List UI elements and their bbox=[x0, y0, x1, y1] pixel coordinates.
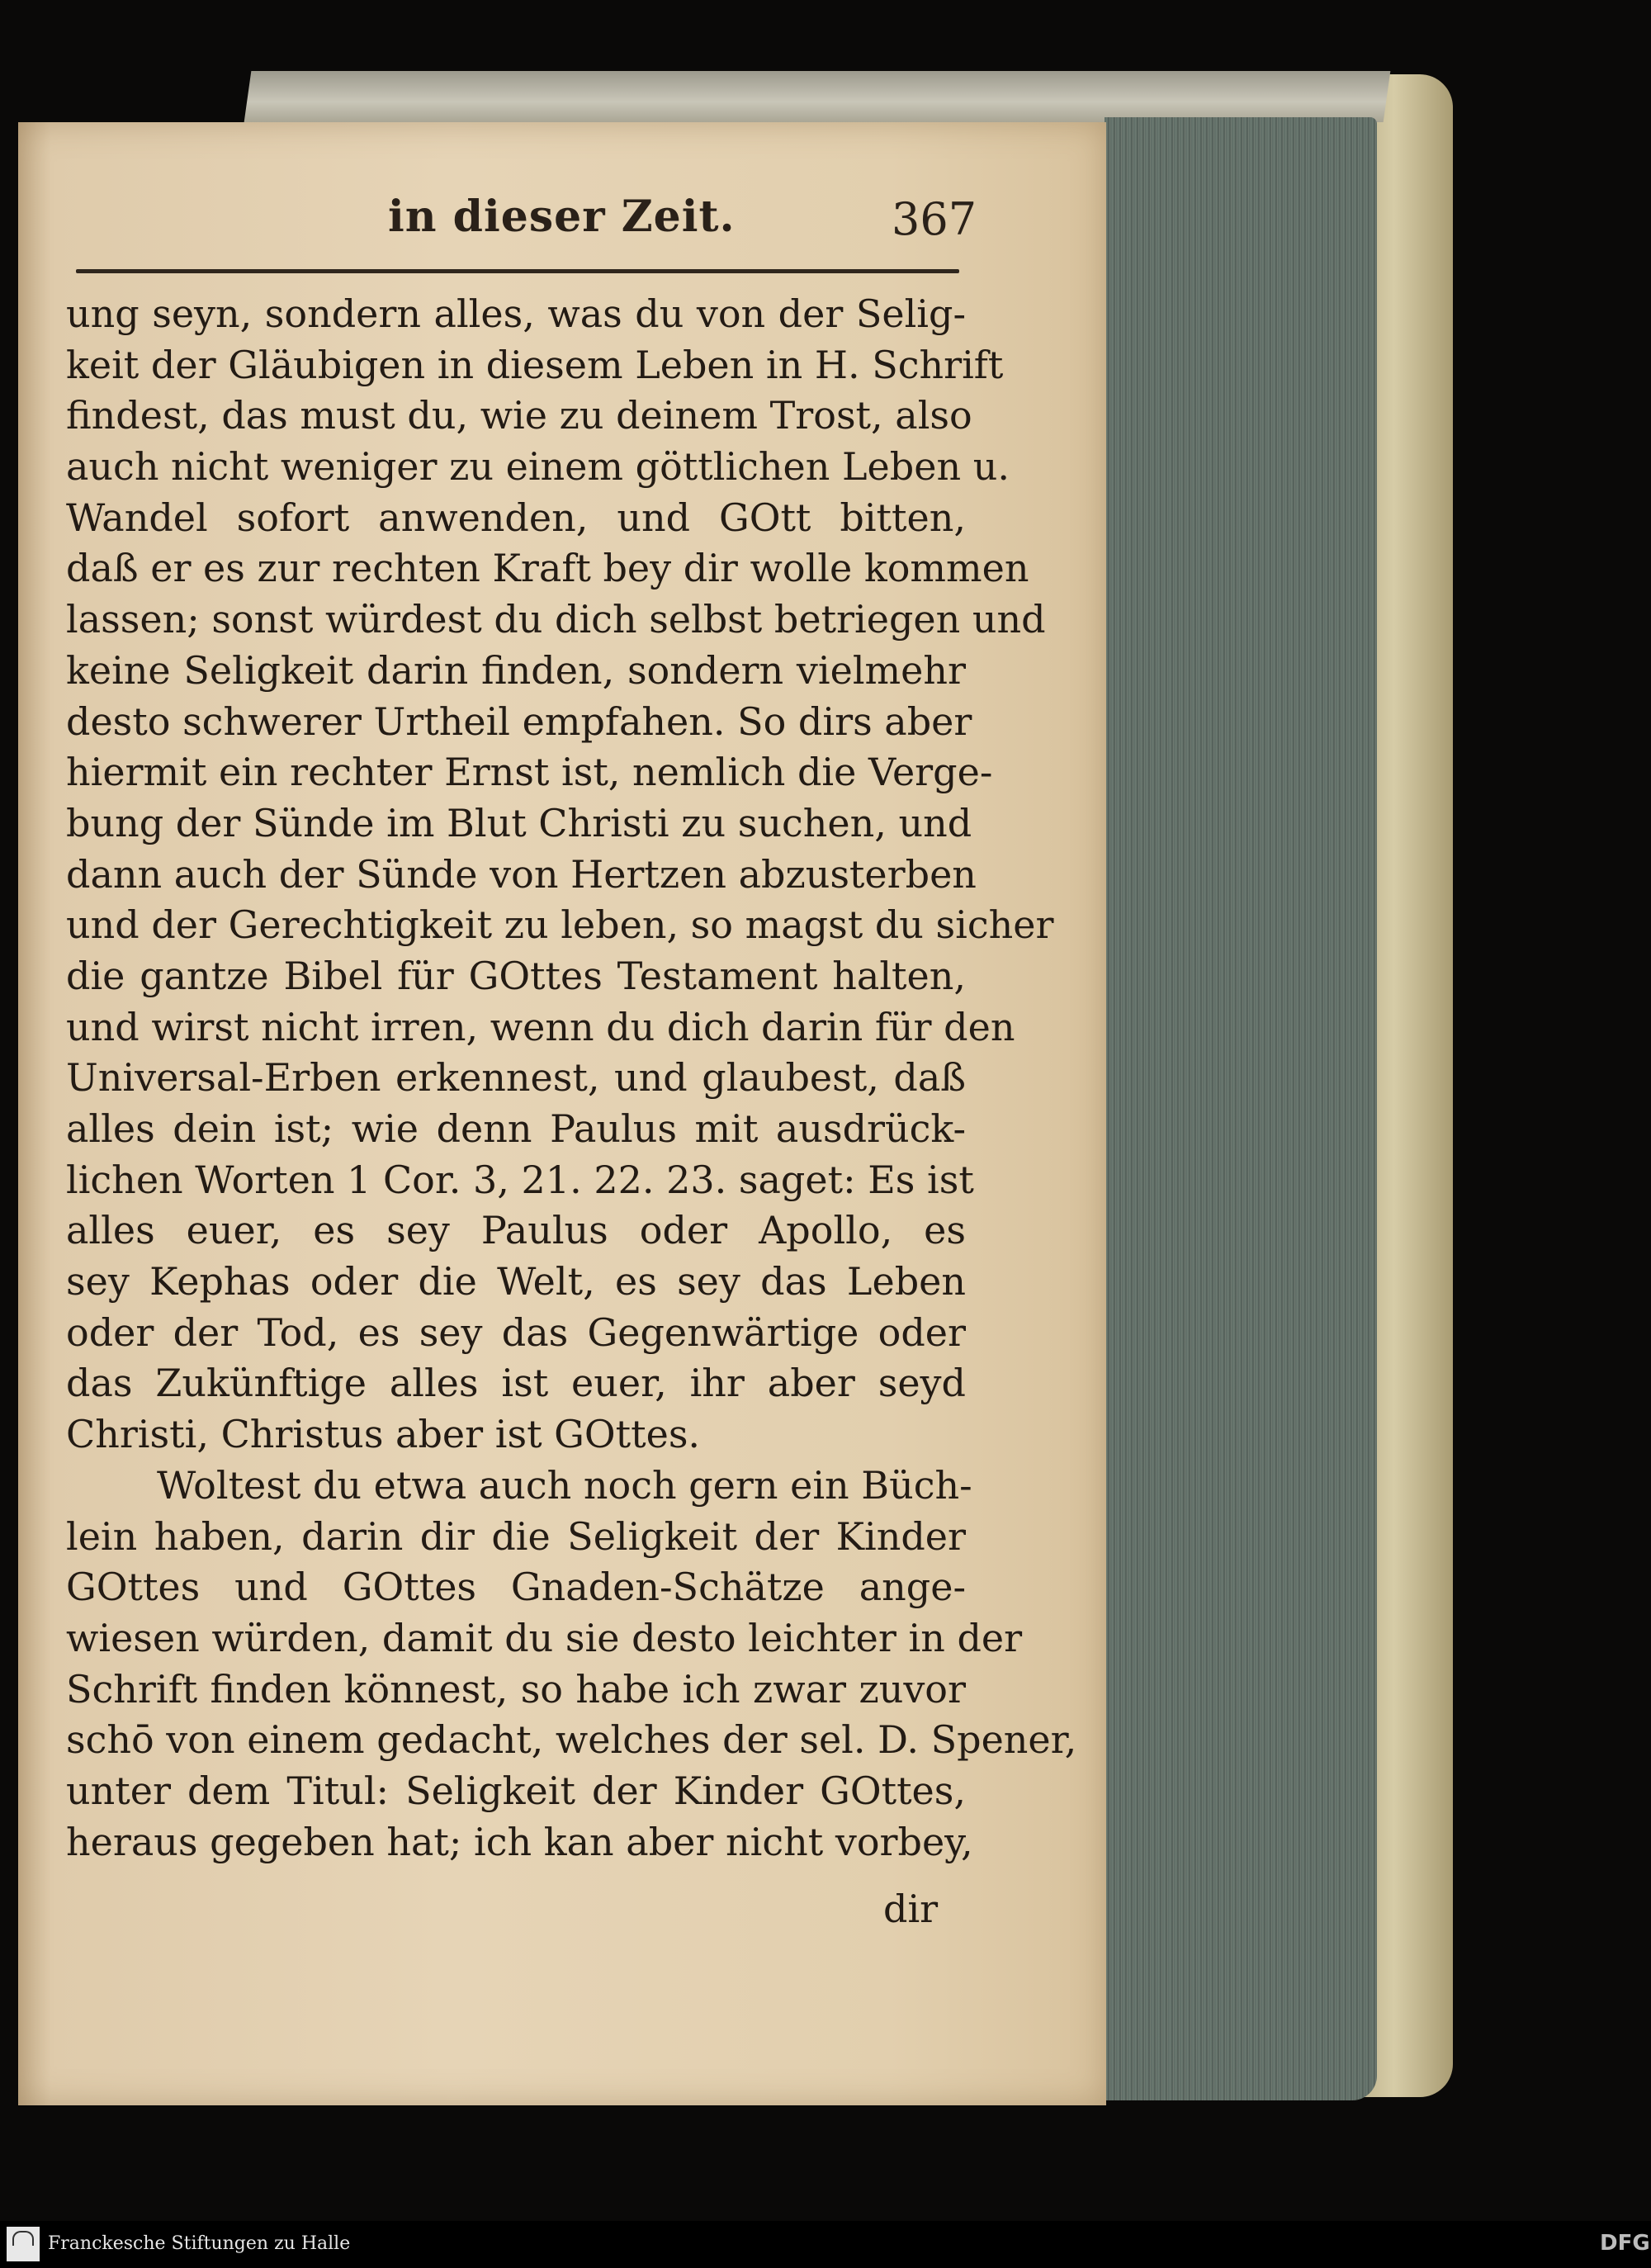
book-cover-top bbox=[244, 71, 1391, 122]
text-line: alles euer, es sey Paulus oder Apollo, es bbox=[66, 1208, 966, 1253]
text-line: dann auch der Sünde von Hertzen abzusterben bbox=[66, 851, 977, 897]
text-line: schō von einem gedacht, welches der sel. D. Spener, bbox=[66, 1717, 1077, 1763]
text-line: alles dein ist; wie denn Paulus mit ausdrück- bbox=[66, 1106, 966, 1151]
text-line: lassen; sonst würdest du dich selbst betriegen und bbox=[66, 597, 1046, 642]
text-line: auch nicht weniger zu einem göttlichen Leben u. bbox=[66, 444, 1010, 490]
page-block-edges bbox=[1105, 117, 1377, 2100]
text-line: hiermit ein rechter Ernst ist, nemlich die Verge- bbox=[66, 750, 993, 795]
running-head: in dieser Zeit. bbox=[388, 192, 736, 242]
text-line: die gantze Bibel für GOttes Testament halten, bbox=[66, 953, 966, 998]
text-line: und wirst nicht irren, wenn du dich darin für den bbox=[66, 1004, 1015, 1049]
text-line: lichen Worten 1 Cor. 3, 21. 22. 23. saget: Es ist bbox=[66, 1157, 974, 1202]
text-line: oder der Tod, es sey das Gegenwärtige oder bbox=[66, 1309, 966, 1355]
text-line: daß er es zur rechten Kraft bey dir wolle kommen bbox=[66, 546, 1029, 591]
footer-brand: DFG bbox=[1600, 2231, 1650, 2256]
text-line: keit der Gläubigen in diesem Leben in H. Schrift bbox=[66, 342, 1004, 387]
text-line: findest, das must du, wie zu deinem Trost, also bbox=[66, 393, 972, 438]
text-line: bung der Sünde im Blut Christi zu suchen, und bbox=[66, 800, 972, 845]
text-line: desto schwerer Urtheil empfahen. So dirs aber bbox=[66, 698, 972, 744]
text-line: GOttes und GOttes Gnaden-Schätze ange- bbox=[66, 1565, 966, 1610]
text-line: unter dem Titul: Seligkeit der Kinder GOttes, bbox=[66, 1768, 966, 1813]
footer-institution: Franckesche Stiftungen zu Halle bbox=[48, 2233, 351, 2254]
institution-logo-icon bbox=[7, 2227, 40, 2261]
page-number: 367 bbox=[892, 193, 977, 245]
text-line: Christi, Christus aber ist GOttes. bbox=[66, 1412, 701, 1457]
text-line: Universal-Erben erkennest, und glaubest, daß bbox=[66, 1055, 966, 1101]
text-line: Schrift finden könnest, so habe ich zwar zuvor bbox=[66, 1666, 966, 1712]
text-line: keine Seligkeit darin finden, sondern vielmehr bbox=[66, 647, 966, 693]
body-text bbox=[66, 289, 1077, 1868]
catchword: dir bbox=[883, 1887, 939, 1931]
text-line: wiesen würden, damit du sie desto leichter in der bbox=[66, 1615, 1023, 1660]
text-line: Woltest du etwa auch noch gern ein Büch- bbox=[157, 1462, 972, 1508]
text-line: heraus gegeben hat; ich kan aber nicht vorbey, bbox=[66, 1819, 973, 1864]
text-line: ung seyn, sondern alles, was du von der Selig- bbox=[66, 291, 966, 336]
header-rule bbox=[76, 269, 959, 273]
text-line: und der Gerechtigkeit zu leben, so magst du sicher bbox=[66, 902, 1054, 948]
text-line: sey Kephas oder die Welt, es sey das Leben bbox=[66, 1259, 966, 1304]
text-line: lein haben, darin dir die Seligkeit der Kinder bbox=[66, 1513, 966, 1559]
text-line: das Zukünftige alles ist euer, ihr aber seyd bbox=[66, 1361, 966, 1406]
text-line: Wandel sofort anwenden, und GOtt bitten, bbox=[66, 495, 966, 540]
